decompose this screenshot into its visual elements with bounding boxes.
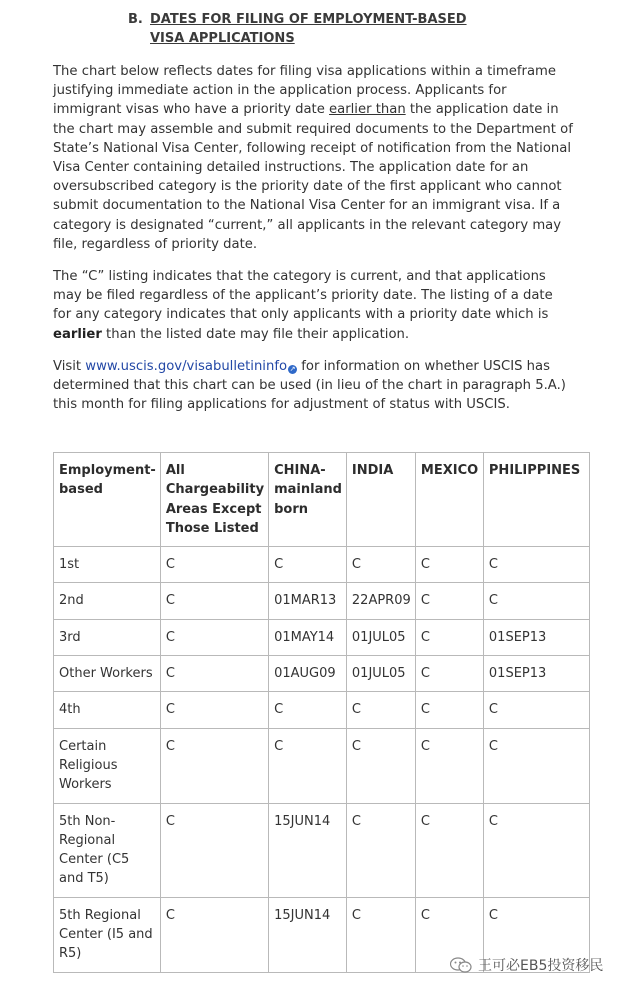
table-cell: 2nd xyxy=(54,583,161,619)
table-cell: Other Workers xyxy=(54,656,161,692)
table-cell: C xyxy=(415,583,483,619)
paragraph2-part2: than the listed date may file their application. xyxy=(101,326,410,342)
table-cell: C xyxy=(415,619,483,655)
table-cell: C xyxy=(415,728,483,803)
table-cell: C xyxy=(483,692,589,728)
table-cell: C xyxy=(483,897,589,972)
paragraph-c-listing xyxy=(53,267,573,344)
table-row xyxy=(54,656,590,692)
header-philippines: PHILIPPINES xyxy=(483,453,589,547)
table-cell: C xyxy=(483,547,589,583)
table-cell: 22APR09 xyxy=(346,583,415,619)
table-cell: 15JUN14 xyxy=(269,803,347,897)
paragraph2-bold: earlier xyxy=(53,326,102,342)
table-cell: Certain Religious Workers xyxy=(54,728,161,803)
header-india: INDIA xyxy=(346,453,415,547)
table-cell: C xyxy=(415,692,483,728)
table-cell: C xyxy=(415,547,483,583)
table-cell: C xyxy=(483,583,589,619)
wechat-icon xyxy=(450,957,472,973)
section-letter: B. xyxy=(128,12,143,27)
table-row xyxy=(54,803,590,897)
table-cell: 01MAY14 xyxy=(269,619,347,655)
table-row xyxy=(54,692,590,728)
table-cell: C xyxy=(346,692,415,728)
table-cell: C xyxy=(415,803,483,897)
header-all-chargeability: All Chargeability Areas Except Those Listed xyxy=(160,453,268,547)
paragraph1-underlined: earlier than xyxy=(329,102,406,118)
table-cell: 01JUL05 xyxy=(346,619,415,655)
table-cell: C xyxy=(483,803,589,897)
table-cell: C xyxy=(160,619,268,655)
section-heading xyxy=(128,10,548,48)
table-cell: C xyxy=(415,656,483,692)
paragraph1-part1: The chart below reflects dates for filing visa applications within a timeframe justifying immediate action in the application process. Applicants for immigrant visas who have a priority date xyxy=(53,64,556,118)
table-cell: 15JUN14 xyxy=(269,897,347,972)
paragraph2-part1: The “C” listing indicates that the category is current, and that applications may be filed regardless of the applicant’s priority date. The listing of a date for any category indicates that only applicants with a priority date which is xyxy=(53,269,553,323)
table-row xyxy=(54,583,590,619)
table-cell: C xyxy=(269,692,347,728)
table-cell: 01SEP13 xyxy=(483,619,589,655)
table-cell: C xyxy=(346,897,415,972)
section-title-line2: VISA APPLICATIONS xyxy=(150,31,295,46)
table-cell: 5th Regional Center (I5 and R5) xyxy=(54,897,161,972)
table-cell: C xyxy=(269,547,347,583)
table-header-row xyxy=(54,453,590,547)
table-cell: C xyxy=(160,803,268,897)
table-cell: 5th Non-Regional Center (C5 and T5) xyxy=(54,803,161,897)
section-title-line1: DATES FOR FILING OF EMPLOYMENT-BASED xyxy=(150,12,467,27)
paragraph-dates-for-filing xyxy=(53,62,573,254)
table-cell: 01AUG09 xyxy=(269,656,347,692)
watermark-text: 王可必EB5投资移民 xyxy=(478,958,604,974)
table-row xyxy=(54,547,590,583)
paragraph3-prefix: Visit xyxy=(53,359,86,374)
table-cell: 1st xyxy=(54,547,161,583)
table-cell: 01SEP13 xyxy=(483,656,589,692)
uscis-link[interactable]: www.uscis.gov/visabulletininfo xyxy=(85,359,288,374)
table-cell: C xyxy=(483,728,589,803)
external-link-icon[interactable]: ↗ xyxy=(289,365,296,373)
table-cell: C xyxy=(269,728,347,803)
header-employment-based: Employment-based xyxy=(54,453,161,547)
table-cell: C xyxy=(160,583,268,619)
filing-dates-table xyxy=(53,452,590,973)
table-row xyxy=(54,728,590,803)
table-cell: 01JUL05 xyxy=(346,656,415,692)
header-china: CHINA-mainland born xyxy=(269,453,347,547)
paragraph3-suffix: for information on whether USCIS has determined that this chart can be used (in lieu of the chart in paragraph 5.A.) this month for filing applications for adjustment of status with USCIS. xyxy=(53,359,566,413)
table-cell: C xyxy=(160,728,268,803)
table-cell: 3rd xyxy=(54,619,161,655)
paragraph-uscis-visit xyxy=(53,357,573,415)
table-cell: C xyxy=(160,547,268,583)
header-mexico: MEXICO xyxy=(415,453,483,547)
table-cell: C xyxy=(160,692,268,728)
watermark xyxy=(450,955,603,975)
table-cell: C xyxy=(160,897,268,972)
table-cell: C xyxy=(160,656,268,692)
table-cell: 01MAR13 xyxy=(269,583,347,619)
table-cell: C xyxy=(346,803,415,897)
table-row xyxy=(54,619,590,655)
table-cell: C xyxy=(415,897,483,972)
table-cell: 4th xyxy=(54,692,161,728)
paragraph1-part2: the application date in the chart may assemble and submit required documents to the Department of State’s National Visa Center, following receipt of notification from the National Visa Center containing detailed instructions. The application date for an oversubscribed category is the priority date of the first applicant who cannot submit documentation to the National Visa Center for an immigrant visa. If a category is designated “current,” all applicants in the relevant category may file, regardless of priority date. xyxy=(53,102,573,252)
table-cell: C xyxy=(346,547,415,583)
table-cell: C xyxy=(346,728,415,803)
